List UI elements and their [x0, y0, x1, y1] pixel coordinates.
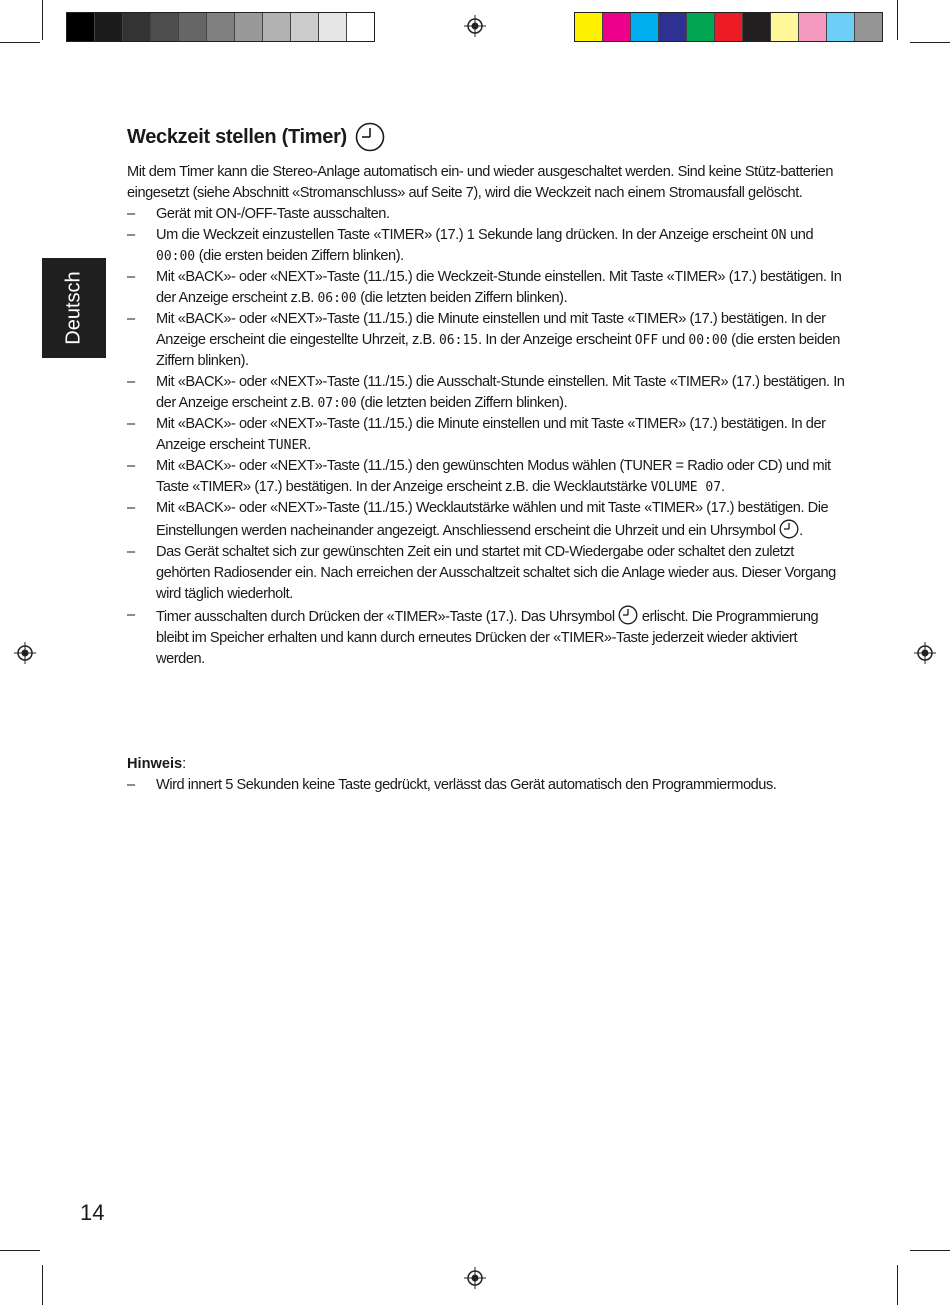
grayscale-swatch [319, 13, 347, 41]
crop-mark [897, 1265, 898, 1305]
color-swatch [743, 13, 771, 41]
display-text: VOLUME 07 [650, 480, 722, 495]
list-item: – Timer ausschalten durch Drücken der «TIMER»-Taste (17.). Das Uhrsymbol erlischt. Die Programmierung bleibt im Speicher erhalten und kann durch erneutes Drücken der «TIMER»-Taste jederzeit wieder aktiviert werden. [127, 605, 847, 670]
list-item: – Mit «BACK»- oder «NEXT»-Taste (11./15.) den gewünschten Modus wählen (TUNER = Radio oder CD) und mit Taste «TIMER» (17.) bestätigen. In der Anzeige erscheint z.B. die Wecklautstärke VOLUME 07. [127, 456, 847, 498]
crop-mark [910, 42, 950, 43]
display-text: 06:00 [317, 291, 357, 306]
color-calibration-bar [574, 12, 883, 42]
grayscale-swatch [179, 13, 207, 41]
list-item: – Mit «BACK»- oder «NEXT»-Taste (11./15.) die Minute einstellen und mit Taste «TIMER» (17.) bestätigen. In der Anzeige erscheint TUNER. [127, 414, 847, 456]
steps-list [127, 204, 847, 670]
display-text: 00:00 [156, 249, 196, 264]
grayscale-swatch [347, 13, 374, 41]
grayscale-swatch [291, 13, 319, 41]
list-item: – Mit «BACK»- oder «NEXT»-Taste (11./15.) Wecklautstärke wählen und mit Taste «TIMER» (17.) bestätigen. Die Einstellungen werden nacheinander angezeigt. Anschliessend erscheint die Uhrzeit und ein Uhrsymbol . [127, 498, 847, 542]
color-swatch [631, 13, 659, 41]
display-text: 07:00 [317, 396, 357, 411]
color-swatch [771, 13, 799, 41]
list-item: – Gerät mit ON-/OFF-Taste ausschalten. [127, 204, 847, 225]
display-text: 00:00 [688, 333, 728, 348]
color-swatch [855, 13, 882, 41]
list-item: – Um die Weckzeit einzustellen Taste «TIMER» (17.) 1 Sekunde lang drücken. In der Anzeige erscheint ON und 00:00 (die ersten beiden Ziffern blinken). [127, 225, 847, 267]
page-number: 14 [80, 1200, 105, 1225]
clock-icon [618, 605, 638, 625]
list-item: – Wird innert 5 Sekunden keine Taste gedrückt, verlässt das Gerät automatisch den Programmiermodus. [127, 775, 847, 796]
grayscale-swatch [151, 13, 179, 41]
list-item: – Mit «BACK»- oder «NEXT»-Taste (11./15.) die Minute einstellen und mit Taste «TIMER» (17.) bestätigen. In der Anzeige erscheint die eingestellte Uhrzeit, z.B. 06:15. In der Anzeige erscheint OFF und 00:00 (die ersten beiden Ziffern blinken). [127, 309, 847, 372]
list-item: – Mit «BACK»- oder «NEXT»-Taste (11./15.) die Ausschalt-Stunde einstellen. Mit Taste «TIMER» (17.) bestätigen. In der Anzeige erscheint z.B. 07:00 (die letzten beiden Ziffern blinken). [127, 372, 847, 414]
color-swatch [575, 13, 603, 41]
color-swatch [715, 13, 743, 41]
registration-mark-icon [14, 642, 36, 664]
note-section [127, 754, 847, 796]
display-text: ON [770, 228, 787, 243]
note-heading: Hinweis: [127, 756, 187, 772]
color-swatch [799, 13, 827, 41]
color-swatch [687, 13, 715, 41]
registration-mark-icon [914, 642, 936, 664]
grayscale-calibration-bar [66, 12, 375, 42]
display-text: OFF [634, 333, 659, 348]
display-text: TUNER [267, 438, 308, 453]
grayscale-swatch [235, 13, 263, 41]
crop-mark [0, 42, 40, 43]
intro-paragraph: Mit dem Timer kann die Stereo-Anlage automatisch ein- und wieder ausgeschaltet werden. Sind keine Stütz-batterien eingesetzt (siehe Abschnitt «Stromanschluss» auf Seite 7), wird die Weckzeit nach einem Stromausfall gelöscht. [127, 164, 834, 201]
color-swatch [659, 13, 687, 41]
list-item: – Mit «BACK»- oder «NEXT»-Taste (11./15.) die Weckzeit-Stunde einstellen. Mit Taste «TIMER» (17.) bestätigen. In der Anzeige erscheint z.B. 06:00 (die letzten beiden Ziffern blinken). [127, 267, 847, 309]
registration-mark-icon [464, 15, 486, 37]
crop-mark [42, 0, 43, 40]
language-tab [42, 258, 106, 358]
grayscale-swatch [67, 13, 95, 41]
clock-icon [355, 122, 385, 152]
crop-mark [897, 0, 898, 40]
color-swatch [603, 13, 631, 41]
section-title-text: Weckzeit stellen (Timer) [127, 125, 347, 148]
grayscale-swatch [207, 13, 235, 41]
grayscale-swatch [263, 13, 291, 41]
crop-mark [42, 1265, 43, 1305]
note-list [127, 775, 847, 796]
list-item: – Das Gerät schaltet sich zur gewünschten Zeit ein und startet mit CD-Wiedergabe oder schaltet den zuletzt gehörten Radiosender ein. Nach erreichen der Ausschaltzeit schaltet sich die Anlage wieder aus. Dieser Vorgang wird täglich wiederholt. [127, 542, 847, 605]
grayscale-swatch [123, 13, 151, 41]
display-text: 06:15 [438, 333, 479, 348]
clock-icon [779, 519, 799, 539]
crop-mark [0, 1250, 40, 1251]
crop-mark [910, 1250, 950, 1251]
main-content [127, 122, 847, 670]
section-title [127, 122, 847, 152]
language-tab-label: Deutsch [62, 271, 85, 345]
color-swatch [827, 13, 855, 41]
registration-mark-icon [464, 1267, 486, 1289]
grayscale-swatch [95, 13, 123, 41]
